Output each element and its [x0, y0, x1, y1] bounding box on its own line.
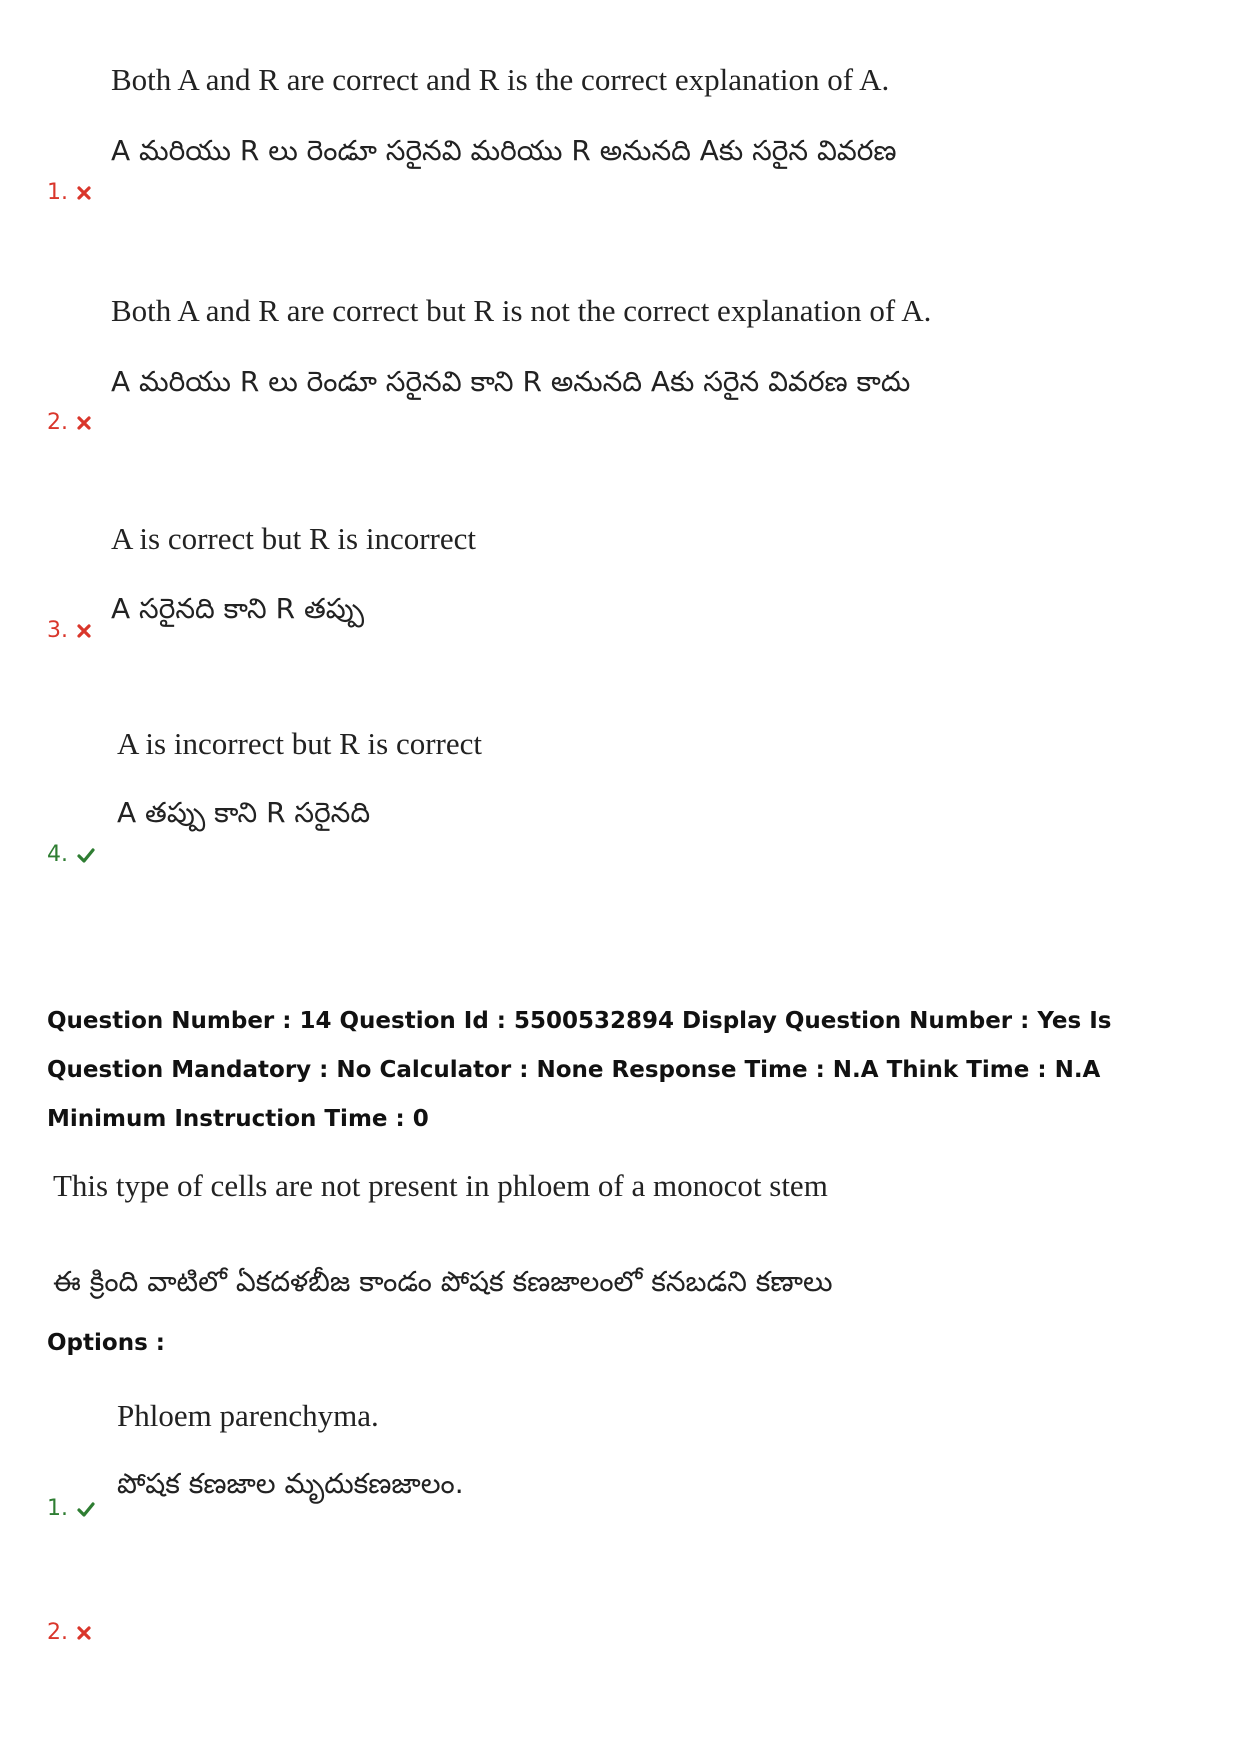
cross-icon: [76, 415, 92, 431]
prev-option-2-text-en: Both A and R are correct but R is not the correct explanation of A.: [111, 293, 932, 328]
prev-option-3-number: 3.: [47, 618, 68, 643]
option-1-text-te: పోషక కణజాల మృదుకణజాలం.: [117, 1467, 464, 1500]
prev-option-1-number: 1.: [47, 180, 68, 205]
prev-option-3-marker: [47, 618, 92, 643]
prev-option-4-number: 4.: [47, 842, 68, 867]
question-text-en: This type of cells are not present in phloem of a monocot stem: [53, 1168, 828, 1203]
options-label: Options :: [47, 1330, 165, 1356]
prev-option-3-text-te: A సరైనది కాని R తప్పు: [111, 592, 365, 625]
question-text-te: ఈ క్రింది వాటిలో ఏకదళబీజ కాండం పోషక కణజాలంలో కనబడని కణాలు: [53, 1265, 833, 1298]
cross-icon: [76, 1625, 92, 1641]
option-2-number: 2.: [47, 1620, 68, 1645]
prev-option-1-text-en: Both A and R are correct and R is the correct explanation of A.: [111, 62, 890, 97]
prev-option-2-text-te: A మరియు R లు రెండూ సరైనవి కాని R అనునది Aకు సరైన వివరణ కాదు: [111, 365, 911, 398]
option-2-marker: [47, 1620, 92, 1645]
prev-option-4-marker: [47, 842, 96, 867]
cross-icon: [76, 185, 92, 201]
check-icon: [76, 847, 96, 863]
prev-option-2-marker: [47, 410, 92, 435]
prev-option-4-text-te: A తప్పు కాని R సరైనది: [117, 796, 371, 829]
prev-option-2-number: 2.: [47, 410, 68, 435]
option-1-marker: [47, 1496, 96, 1521]
prev-option-1-marker: [47, 180, 92, 205]
option-1-text-en: Phloem parenchyma.: [117, 1398, 379, 1433]
prev-option-1-text-te: A మరియు R లు రెండూ సరైనవి మరియు R అనునది Aకు సరైన వివరణ: [111, 134, 897, 167]
prev-option-4-text-en: A is incorrect but R is correct: [117, 726, 483, 761]
prev-option-3-text-en: A is correct but R is incorrect: [111, 521, 477, 556]
check-icon: [76, 1501, 96, 1517]
option-1-number: 1.: [47, 1496, 68, 1521]
question-meta: Question Number : 14 Question Id : 5500532894 Display Question Number : Yes Is Question Mandatory : No Calculator : None Response Time : N.A Think Time : N.A Minimum Instruction Time : 0: [47, 1008, 1112, 1132]
cross-icon: [76, 623, 92, 639]
